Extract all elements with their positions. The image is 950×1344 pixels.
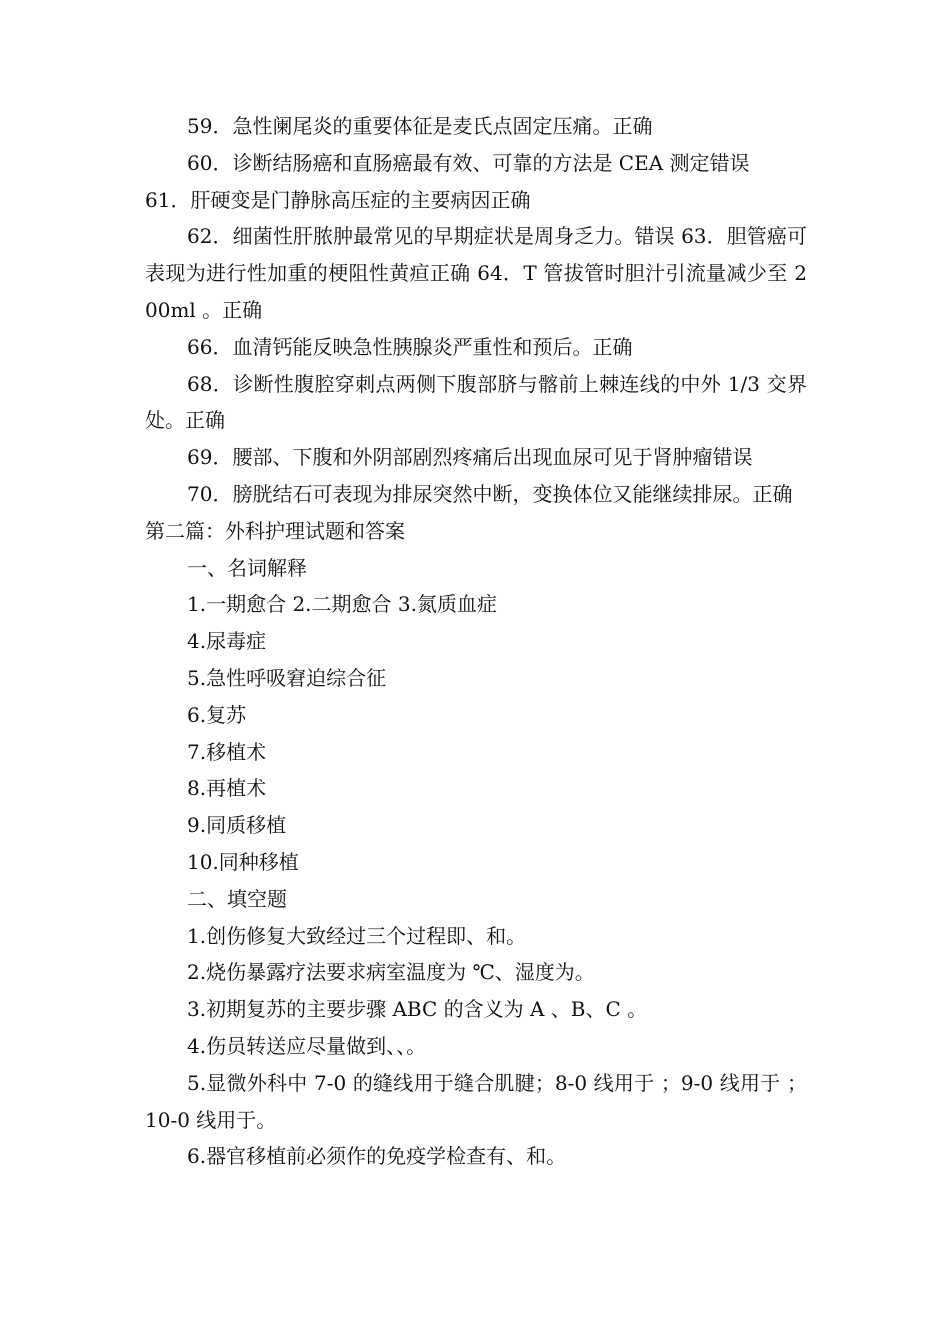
blank-item-1: 1.创伤修复大致经过三个过程即、和。: [187, 923, 527, 948]
paragraph-62-64: 62．细菌性肝脓肿最常见的早期症状是周身乏力。错误 63．胆管癌可表现为进行性加重的梗阻性黄疸正确 64．T 管拔管时胆汁引流量减少至 200ml 。正确: [145, 224, 807, 322]
paragraph-70: 70．膀胱结石可表现为排尿突然中断，变换体位又能继续排尿。正确: [187, 481, 793, 506]
heading-term-definitions: 一、名词解释: [187, 555, 307, 580]
blank-item-6: 6.器官移植前必须作的免疫学检查有、和。: [187, 1144, 567, 1169]
term-item-6: 6.复苏: [187, 702, 247, 727]
heading-fill-in-blank: 二、填空题: [187, 886, 287, 911]
term-item-1-3: 1.一期愈合 2.二期愈合 3.氮质血症: [187, 592, 497, 617]
term-item-4: 4.尿毒症: [187, 629, 267, 654]
term-item-8: 8.再植术: [187, 776, 267, 801]
term-item-5: 5.急性呼吸窘迫综合征: [187, 665, 387, 690]
paragraph-68: 68．诊断性腹腔穿刺点两侧下腹部脐与髂前上棘连线的中外 1/3 交界处。正确: [145, 371, 807, 433]
blank-item-3: 3.初期复苏的主要步骤 ABC 的含义为 A 、B、C 。: [187, 997, 648, 1022]
paragraph-61: 61．肝硬变是门静脉高压症的主要病因正确: [145, 187, 531, 212]
blank-item-5: 5.显微外科中 7-0 的缝线用于缝合肌腱；8-0 线用于 ；9-0 线用于 ；10-0 线用于。: [145, 1070, 807, 1132]
term-item-7: 7.移植术: [187, 739, 267, 764]
paragraph-66: 66．血清钙能反映急性胰腺炎严重性和预后。正确: [187, 334, 633, 359]
paragraph-60: 60．诊断结肠癌和直肠癌最有效、可靠的方法是 CEA 测定错误: [187, 150, 750, 175]
term-item-9: 9.同质移植: [187, 813, 287, 838]
blank-item-2: 2.烧伤暴露疗法要求病室温度为 ℃、湿度为。: [187, 960, 595, 985]
blank-item-4: 4.伤员转送应尽量做到、、。: [187, 1033, 427, 1058]
section-title: 第二篇：外科护理试题和答案: [145, 518, 405, 543]
paragraph-59: 59．急性阑尾炎的重要体征是麦氏点固定压痛。正确: [187, 114, 653, 138]
document-body: [145, 108, 807, 1175]
term-item-10: 10.同种移植: [187, 849, 299, 874]
paragraph-69: 69．腰部、下腹和外阴部剧烈疼痛后出现血尿可见于肾肿瘤错误: [187, 445, 753, 470]
